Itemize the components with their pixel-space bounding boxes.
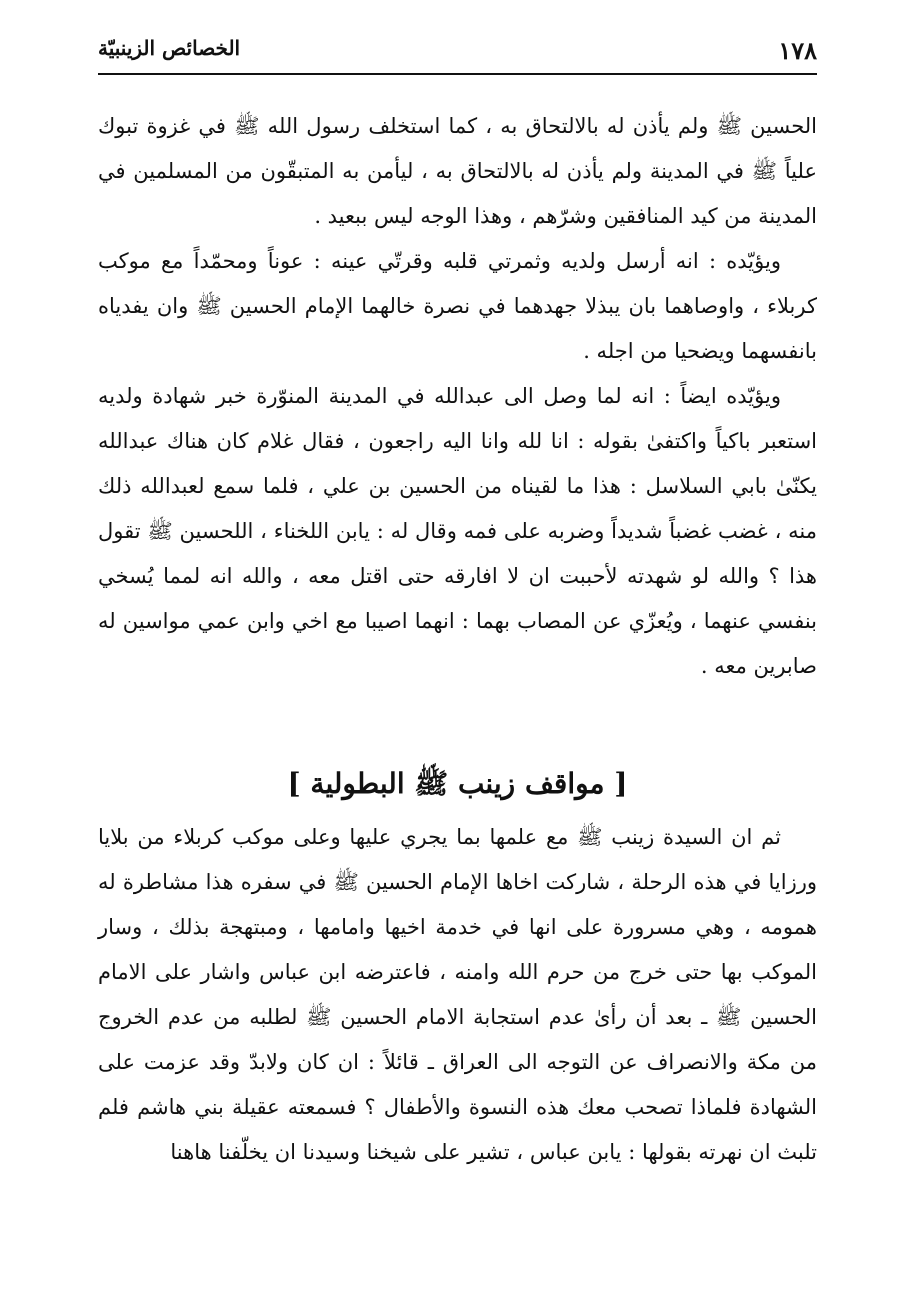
- paragraph: ويؤيّده ايضاً : انه لما وصل الى عبدالله في المدينة المنوّرة خبر شهادة ولديه استعبر باكياً واكتفىٰ بقوله : انا لله وانا اليه راجعون ، فقال غلام كان هناك عبدالله يكنّىٰ بابي السلاسل : هذا ما لقيناه من الحسين بن علي ، فلما سمع لعبدالله ذلك منه ، غضب غضباً شديداً وضربه على فمه وقال له : يابن اللخناء ، اللحسين ﷺ تقول هذا ؟ والله لو شهدته لأحببت ان لا افارقه حتى اقتل معه ، والله انه لمما يُسخي بنفسي عنهما ، ويُعزّي عن المصاب بهما : انهما اصيبا مع اخي وابن عمي مواسين له صابرين معه .: [98, 384, 817, 678]
- top-text-block: [98, 104, 817, 689]
- running-title: الخصائص الزينبيّة: [98, 36, 241, 60]
- page-header: [98, 30, 817, 70]
- paragraph: ثم ان السيدة زينب ﷺ مع علمها بما يجري عليها وعلى موكب كربلاء من بلايا ورزايا في هذه الرحلة ، شاركت اخاها الإمام الحسين ﷺ في سفره هذا مشاطرة له همومه ، وهي مسرورة على انها في خدمة اخيها وامامها ، ومبتهجة بذلك ، وسار الموكب بها حتى خرج من حرم الله وامنه ، فاعترضه ابن عباس واشار على الامام الحسين ﷺ ـ بعد أن رأىٰ عدم استجابة الامام الحسين ﷺ لطلبه من عدم الخروج من مكة والانصراف عن التوجه الى العراق ـ قائلاً : ان كان ولابدّ وقد عزمت على الشهادة فلماذا تصحب معك هذه النسوة والأطفال ؟ فسمعته عقيلة بني هاشم فلم تلبث ان نهرته بقولها : يابن عباس ، تشير على شيخنا وسيدنا ان يخلّفنا هاهنا: [98, 825, 817, 1164]
- paragraph: الحسين ﷺ ولم يأذن له بالالتحاق به ، كما استخلف رسول الله ﷺ في غزوة تبوك علياً ﷺ في المدينة ولم يأذن له بالالتحاق به ، ليأمن به المتبقّون من المسلمين في المدينة من كيد المنافقين وشرّهم ، وهذا الوجه ليس ببعيد .: [98, 114, 817, 228]
- section-heading: [ مواقف زينب ﷺ البطولية ]: [287, 767, 628, 800]
- header-rule: [98, 73, 817, 75]
- page-number: ١٧٨: [778, 36, 817, 65]
- bottom-text-block: [98, 815, 817, 1175]
- paragraph: ويؤيّده : انه أرسل ولديه وثمرتي قلبه وقرتّي عينه : عوناً ومحمّداً مع موكب كربلاء ، واوصاهما بان يبذلا جهدهما في نصرة خالهما الإمام الحسين ﷺ وان يفدياه بانفسهما ويضحيا من اجله .: [98, 249, 817, 363]
